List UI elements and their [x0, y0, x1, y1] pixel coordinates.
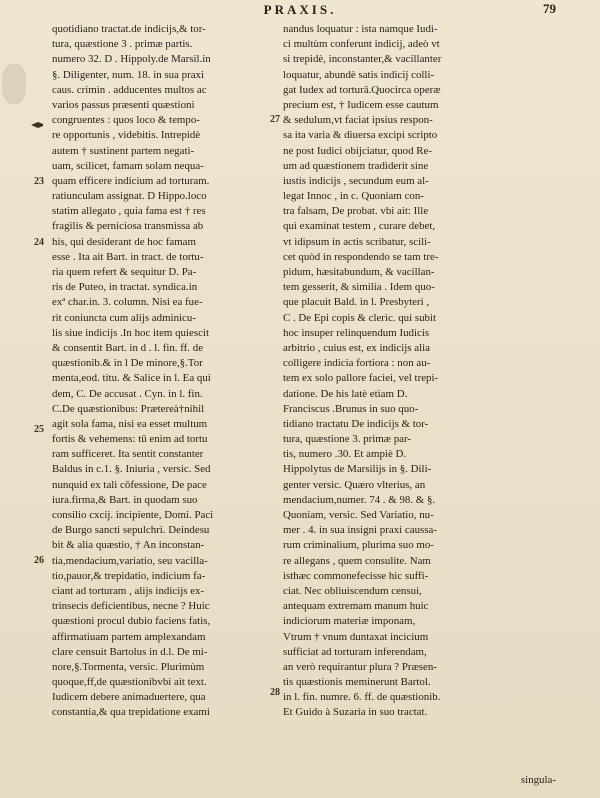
text-line: & consentit Bart. in d . l. fin. ff. de — [52, 341, 204, 354]
text-line: caus. crimin . adducentes multos ac — [52, 83, 207, 96]
text-line: Hippolytus de Marsilijs in §. Dili- — [283, 463, 432, 476]
text-line: mendacium,numer. 74 . & 98. & §. — [283, 493, 436, 506]
text-line: que placuit Bald. in l. Presbyteri , — [283, 296, 430, 309]
text-line: ci multùm conferunt indicij, adeò vt — [283, 38, 440, 51]
text-line: autem † sustinent partem negati- — [52, 144, 195, 157]
text-line: rum criminalium, plurima suo mo- — [283, 539, 434, 552]
text-line: ciant ad torturam , alijs indicijs ex- — [52, 584, 205, 597]
text-line: congruentes : quos loco & tempo- — [52, 114, 200, 127]
right-text-column — [283, 22, 527, 721]
text-line: agit sola fama, nisi ea esset multum — [52, 417, 208, 430]
text-line: legat Innoc , in c. Quoniam con- — [283, 190, 424, 203]
margin-number: 25 — [34, 424, 44, 435]
text-line: arbitrio , cuius est, ex indicijs alia — [283, 341, 430, 354]
text-line: qui examinat testem , curare debet, — [283, 220, 436, 233]
text-line: ria quem refert & sequitur D. Pa- — [52, 266, 197, 278]
text-line: & sedulum,vt faciat ipsius respon- — [283, 114, 433, 127]
margin-number: 23 — [34, 176, 44, 187]
text-line: sa ita varia & diuersa excipi scripto — [283, 129, 438, 142]
text-line: ciat. Nec obliuiscendum censui, — [283, 584, 422, 597]
text-line: mer . 4. in sua insigni praxi caussa- — [283, 524, 437, 537]
text-line: menta,eod. titu. & Salice in l. Ea qui — [52, 372, 211, 385]
text-line: tis, numero .30. Et ampiè D. — [283, 448, 407, 461]
manicule-icon — [30, 118, 44, 132]
text-line: quæstionib.& in l De minore,§.Tor — [52, 357, 203, 370]
text-line: fragilis & perniciosa transmissa ab — [52, 220, 204, 233]
text-line: de Burgo sancti sepulchri. Deindesu — [52, 524, 210, 537]
text-line: re opportunis , videbitis. Intrepidè — [52, 129, 201, 142]
text-line: quoque,ff,de quæstionibvbi ait text. — [52, 676, 207, 689]
text-line: sufficiat ad torturam inferendam, — [283, 645, 427, 658]
text-line: datione. De his latè etiam D. — [283, 387, 408, 400]
text-line: Vtrum † vnum duntaxat incicium — [283, 630, 429, 643]
text-line: tra falsam, De probat. vbi ait: Ille — [283, 205, 429, 218]
text-line: clare censuit Bartolus in d.l. De mi- — [52, 645, 208, 658]
text-line: genter versic. Quæro vlterius, an — [283, 478, 426, 491]
text-line: his, qui desiderant de hoc famam — [52, 235, 196, 248]
margin-number: 28 — [270, 687, 280, 698]
text-line: tia,mendacium,variatio, seu vacilla- — [52, 554, 208, 567]
text-line: hoc insuper relinquendum Iudicis — [283, 326, 430, 339]
text-line: fortis & vehemens: tū enim ad tortu — [52, 433, 208, 446]
text-line: C.De quæstionibus: Prætereà†nihil — [52, 402, 205, 415]
text-line: iura.firma,& Bart. in quodam suo — [52, 493, 198, 506]
text-line: re allegans , quem consulite. Nam — [283, 554, 431, 567]
text-line: esse . Ita ait Bart. in tract. de tortu- — [52, 250, 204, 263]
text-line: Franciscus .Brunus in suo quo- — [283, 402, 419, 415]
text-line: tem ex solo pallore faciei, vel trepi- — [283, 372, 439, 385]
text-line: iustis indicijs , secundum eum al- — [283, 174, 429, 187]
catchword: singula- — [520, 774, 556, 786]
text-line: gat Iudex ad torturā.Quocirca operæ — [283, 83, 441, 96]
text-line: indiciorum materiæ imponam, — [283, 615, 416, 628]
left-text-column — [52, 22, 280, 721]
text-line: trinsecis deficientibus, necne ? Huic — [52, 600, 210, 613]
text-line: statim allegato , quia fama est † res — [52, 205, 206, 218]
running-head: PRAXIS. — [263, 2, 337, 17]
margin-number: 26 — [34, 555, 44, 566]
text-line: exª char.in. 3. column. Nisi ea fue- — [52, 296, 203, 309]
text-line: tidiano tractatu De indicijs & tor- — [283, 417, 429, 430]
text-line: quæstioni procul dubio faciens fatis, — [52, 615, 211, 628]
text-line: C . De Epi copis & cleric. qui subit — [283, 311, 437, 324]
text-line: tura, quæstione 3. primæ par- — [283, 433, 412, 446]
text-line: dem, C. De accusat . Cyn. in l. fin. — [52, 387, 203, 400]
text-line: nore,§.Tormenta, versic. Plurimùm — [52, 660, 205, 673]
text-line: ram sufficeret. Ita sentit constanter — [52, 448, 204, 461]
text-line: quotidiano tractat.de indicijs,& tor- — [52, 23, 206, 35]
text-line: antequam extremam manum huic — [283, 600, 429, 613]
text-line: consilio cxcij. incipiente, Domi. Paci — [52, 509, 214, 521]
page-number: 79 — [543, 1, 556, 16]
text-line: an verò requirantur plura ? Præsen- — [283, 660, 437, 673]
text-line: tem gesserit, & similia . Idem quo- — [283, 281, 435, 294]
text-line: um ad quæstionem tradiderit sine — [283, 159, 429, 172]
text-line: ne post Iudici obijciatur, quod Re- — [283, 144, 432, 157]
text-line: vt idipsum in actis scribatur, scili- — [283, 235, 431, 248]
text-line: uam, scilicet, famam solam nequa- — [52, 159, 204, 172]
text-line: cet quòd in respondendo se tam tre- — [283, 250, 439, 263]
text-line: rit coniuncta cum alijs adminicu- — [52, 311, 196, 324]
text-line: colligere indicia fortiora : non au- — [283, 357, 431, 370]
text-line: tis quæstionis meminerunt Bartol. — [283, 676, 431, 689]
text-line: varios passus præsenti quæstioni — [52, 98, 195, 111]
text-line: loquatur, abundè satis indicij colli- — [283, 68, 435, 81]
text-line: nandus loquatur : ista namque Iudi- — [283, 23, 438, 35]
text-line: ris de Puteo, in tractat. syndica.in — [52, 281, 198, 294]
text-line: isthæc commonefecisse hic suffi- — [283, 569, 429, 582]
text-line: tio,pauor,& trepidatio, indicium fa- — [52, 569, 206, 582]
text-line: precium est, † Iudicem esse cautum — [283, 98, 439, 111]
text-line: Baldus in c.1. §. Iniuria , versic. Sed — [52, 463, 211, 476]
text-line: nunquid ex tali cōfessione, De pace — [52, 478, 207, 491]
text-line: numero 32. D . Hippoly.de Marsil.in — [52, 53, 211, 66]
text-line: quam efficere indicium ad torturam. — [52, 174, 210, 187]
text-line: §. Diligenter, num. 18. in sua praxi — [52, 68, 205, 81]
text-line: lis siue indicijs .In hoc item quiescit — [52, 326, 209, 339]
text-line: affirmatiuam partem amplexandam — [52, 630, 206, 643]
margin-number: 27 — [270, 114, 280, 125]
text-line: bit & alia quæstio, † An inconstan- — [52, 539, 205, 552]
text-line: si trepidè, inconstanter,& vacillanter — [283, 53, 442, 66]
text-line: in l. fin. numre. 6. ff. de quæstionib. — [283, 691, 441, 704]
text-line: tura, quæstione 3 . primæ partis. — [52, 38, 193, 51]
text-line: ratiunculam assignat. D Hippo.loco — [52, 190, 207, 203]
text-line: Et Guido à Suzaria in suo tractat. — [283, 706, 428, 719]
margin-number: 24 — [34, 237, 44, 248]
text-line: pidum, hæsitabundum, & vacillan- — [283, 266, 435, 278]
text-line: Iudicem debere animaduertere, qua — [52, 691, 206, 704]
text-line: Quoniam, versic. Sed Variatio, nu- — [283, 509, 434, 521]
text-line: constantia,& qua trepidatione exami — [52, 706, 210, 719]
paper-stain — [2, 64, 26, 104]
